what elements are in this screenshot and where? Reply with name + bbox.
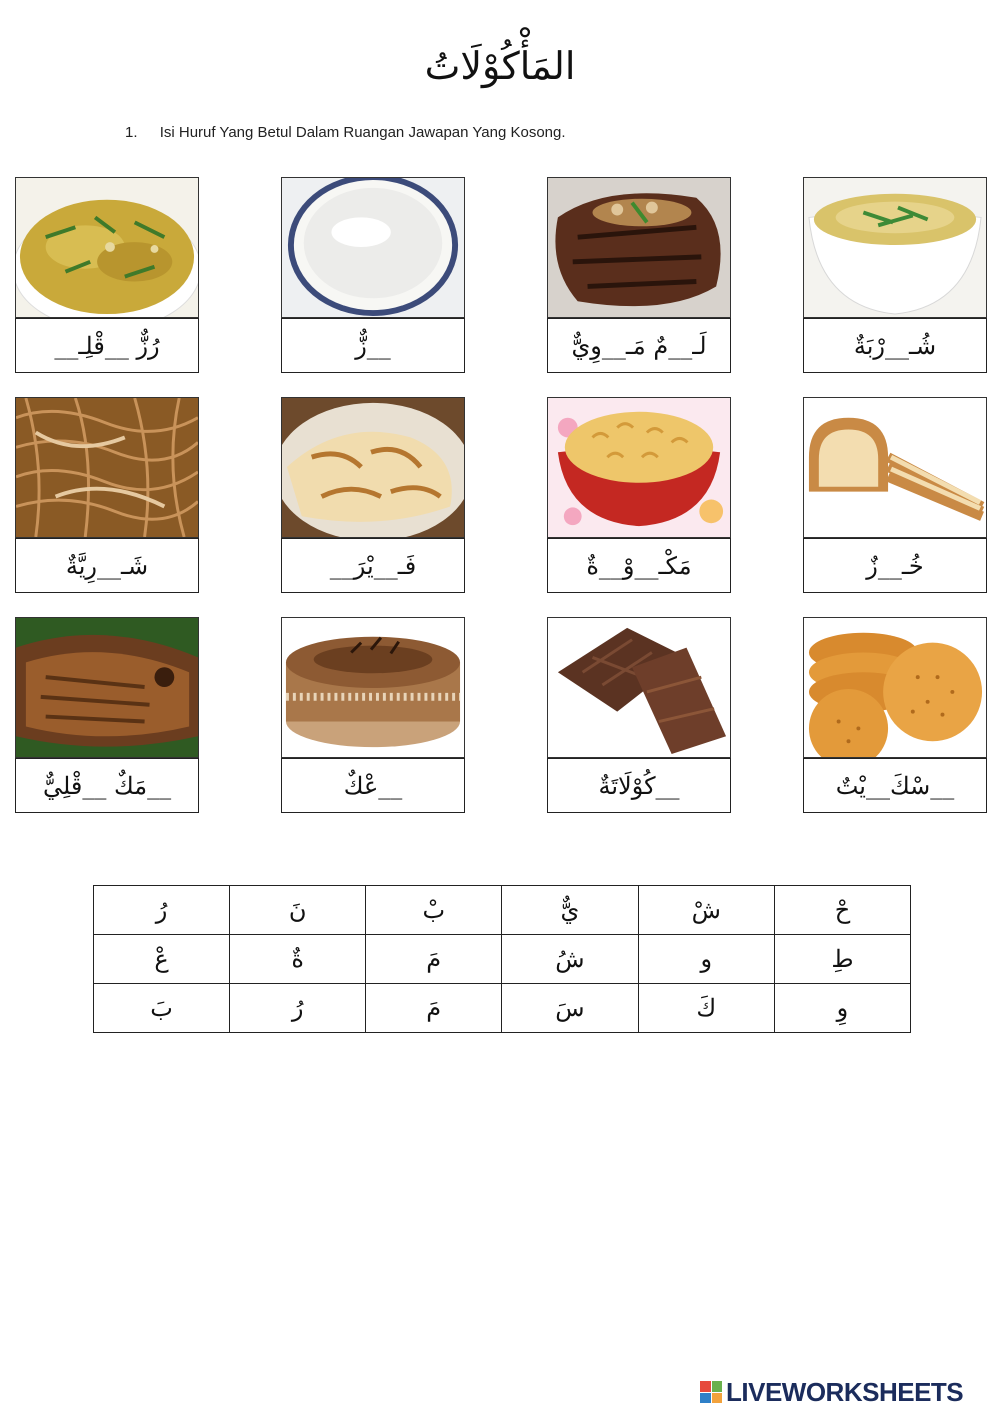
letter-cell[interactable]: حْ	[774, 886, 910, 935]
answer-box[interactable]: خُـ__زٌ	[803, 538, 987, 593]
brand-name: LIVEWORKSHEETS	[726, 1376, 964, 1407]
letter-cell[interactable]: يٌّ	[502, 886, 638, 935]
instruction	[125, 124, 566, 141]
roti-canai-image	[281, 397, 465, 538]
soup-image	[803, 177, 987, 318]
letter-cell[interactable]: طِ	[774, 935, 910, 984]
grilled-beef-image	[547, 177, 731, 318]
bread-image	[803, 397, 987, 538]
chocolate-image	[547, 617, 731, 758]
letter-cell[interactable]: مَ	[366, 984, 502, 1033]
letter-cell[interactable]: عْ	[94, 935, 230, 984]
food-card-biscuits	[803, 617, 987, 813]
fried-rice-image	[15, 177, 199, 318]
answer-box[interactable]: __مَكٌ __قْلِيٌّ	[15, 758, 199, 813]
food-card-cake	[281, 617, 465, 813]
worksheet-title: المَأْكُوْلَاتُ	[424, 44, 576, 88]
letter-cell[interactable]: نَ	[230, 886, 366, 935]
letter-bank-table	[93, 885, 911, 1033]
liveworksheets-logo-icon	[700, 1381, 722, 1403]
fried-noodles-image	[15, 397, 199, 538]
answer-box[interactable]: مَكْـ__وْ__ةٌ	[547, 538, 731, 593]
food-card-white-rice	[281, 177, 465, 373]
letter-cell[interactable]: كَ	[638, 984, 774, 1033]
letter-cell[interactable]: شُ	[502, 935, 638, 984]
answer-box[interactable]: __كُوْلَاتَةٌ	[547, 758, 731, 813]
food-card-macaroni	[547, 397, 731, 593]
letter-cell[interactable]: ةٌ	[230, 935, 366, 984]
letter-cell[interactable]: و	[638, 935, 774, 984]
instruction-text: Isi Huruf Yang Betul Dalam Ruangan Jawapan Yang Kosong.	[159, 124, 566, 141]
macaroni-image	[547, 397, 731, 538]
answer-box[interactable]: لَـ__مٌ مَـ__وِيٌّ	[547, 318, 731, 373]
food-card-grilled-beef	[547, 177, 731, 373]
letter-cell[interactable]: بَ	[94, 984, 230, 1033]
cake-image	[281, 617, 465, 758]
answer-box[interactable]: __زٌّ	[281, 318, 465, 373]
instruction-number: 1.	[125, 124, 138, 141]
food-card-fried-noodles	[15, 397, 199, 593]
table-row	[94, 886, 911, 935]
answer-box[interactable]: شُـ__رْبَةٌ	[803, 318, 987, 373]
letter-cell[interactable]: بْ	[366, 886, 502, 935]
letter-cell[interactable]: وِ	[774, 984, 910, 1033]
letter-cell[interactable]: رُ	[230, 984, 366, 1033]
food-card-roti-canai	[281, 397, 465, 593]
letter-cell[interactable]: رُ	[94, 886, 230, 935]
biscuits-image	[803, 617, 987, 758]
letter-cell[interactable]: سَ	[502, 984, 638, 1033]
letter-cell[interactable]: شْ	[638, 886, 774, 935]
food-card-bread	[803, 397, 987, 593]
answer-box[interactable]: __سْكَ__يْتٌ	[803, 758, 987, 813]
food-card-fried-fish	[15, 617, 199, 813]
fried-fish-image	[15, 617, 199, 758]
brand-footer	[700, 1378, 963, 1406]
food-card-soup	[803, 177, 987, 373]
letter-cell[interactable]: مَ	[366, 935, 502, 984]
food-card-fried-rice	[15, 177, 199, 373]
answer-box[interactable]: فَـ__يْرَ__	[281, 538, 465, 593]
answer-box[interactable]: __عْكٌ	[281, 758, 465, 813]
food-card-chocolate	[547, 617, 731, 813]
table-row	[94, 935, 911, 984]
answer-box[interactable]: شَـ__رِيَّةٌ	[15, 538, 199, 593]
white-rice-image	[281, 177, 465, 318]
table-row	[94, 984, 911, 1033]
answer-box[interactable]: رُزٌّ __قْلِـ__	[15, 318, 199, 373]
